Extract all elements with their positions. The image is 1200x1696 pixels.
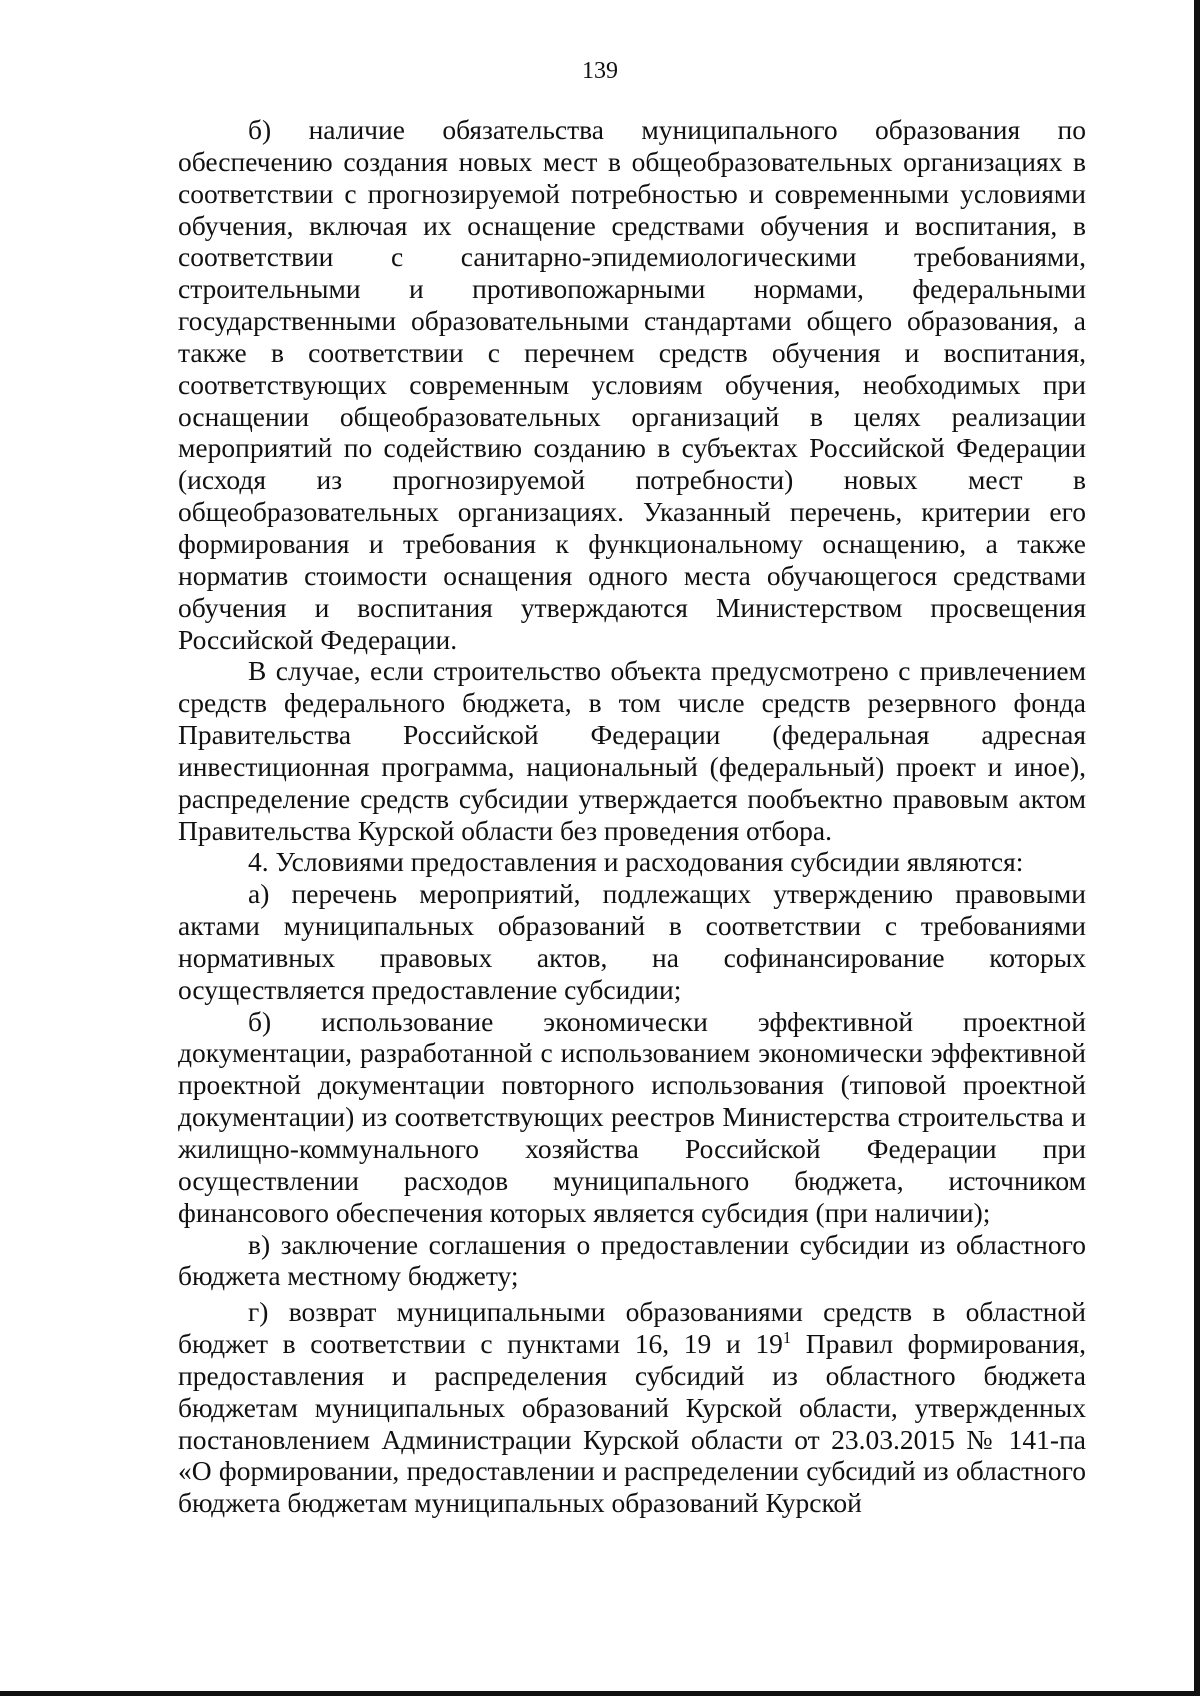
paragraph-b-obligation: б) наличие обязательства муниципального образования по обеспечению создания новых мест в общеобразовательных организациях в соответствии с прогнозируемой потребностью и современными условиями обучения, включая их оснащение средствами обучения и воспитания, в соответствии с санитарно-эпидемиологическими требованиями, строительными и противопожарными нормами, федеральными государственными образовательными стандартами общего образования, а также в соответствии с перечнем средств обучения и воспитания, соответствующих современным условиям обучения, необходимых при оснащении общеобразовательных организаций в целях реализации мероприятий по содействию созданию в субъектах Российской Федерации (исходя из прогнозируемой потребности) новых мест в общеобразовательных организациях. Указанный перечень, критерии его формирования и требования к функциональному оснащению, а также норматив стоимости оснащения одного места обучающегося средствами обучения и воспитания утверждаются Министерством просвещения Российской Федерации. [178,114,1086,655]
paragraph-b-project-documentation: б) использование экономически эффективной проектной документации, разработанной с использованием экономически эффективной проектной документации повторного использования (типовой проектной документации) из соответствующих реестров Министерства строительства и жилищно-коммунального хозяйства Российской Федерации при осуществлении расходов муниципального бюджета, источником финансового обеспечения которых является субсидия (при наличии); [178,1005,1086,1228]
paragraph-4-conditions: 4. Условиями предоставления и расходования субсидии являются: [248,846,1024,878]
paragraph-federal-budget: В случае, если строительство объекта предусмотрено с привлечением средств федерального бюджета, в том числе средств резервного фонда Правительства Российской Федерации (федеральная адресная инвестиционная программа, национальный (федеральный) проект и иное), распределение средств субсидии утверждается пообъектно правовым актом Правительства Курской области без проведения отбора. [178,655,1086,846]
paragraph-v-agreement: в) заключение соглашения о предоставлении субсидии из областного бюджета местному бюджету; [178,1228,1086,1292]
superscript-1: 1 [782,1327,792,1347]
page-number: 139 [582,58,618,84]
document-body [178,114,1086,1519]
paragraph-g-text-start: г) возврат муниципальными образованиями средств в областной бюджет в соответствии с пунктами 16, 19 и 19 [178,1296,1086,1360]
paragraph-g-return-of-funds [178,1296,1086,1519]
paragraph-a-measures-list: а) перечень мероприятий, подлежащих утверждению правовыми актами муниципальных образований в соответствии с требованиями нормативных правовых актов, на софинансирование которых осуществляется предоставление субсидии; [178,878,1086,1005]
paragraph-g-text-end: Правил формирования, предоставления и распределения субсидий из областного бюджета бюджетам муниципальных образований Курской области, утвержденных постановлением Администрации Курской области от 23.03.2015 № 141-па «О формировании, предоставлении и распределении субсидий из областного бюджета бюджетам муниципальных образований Курской [178,1328,1086,1519]
scan-edge-bottom [0,1691,1200,1696]
scan-edge-right [1194,0,1200,1696]
